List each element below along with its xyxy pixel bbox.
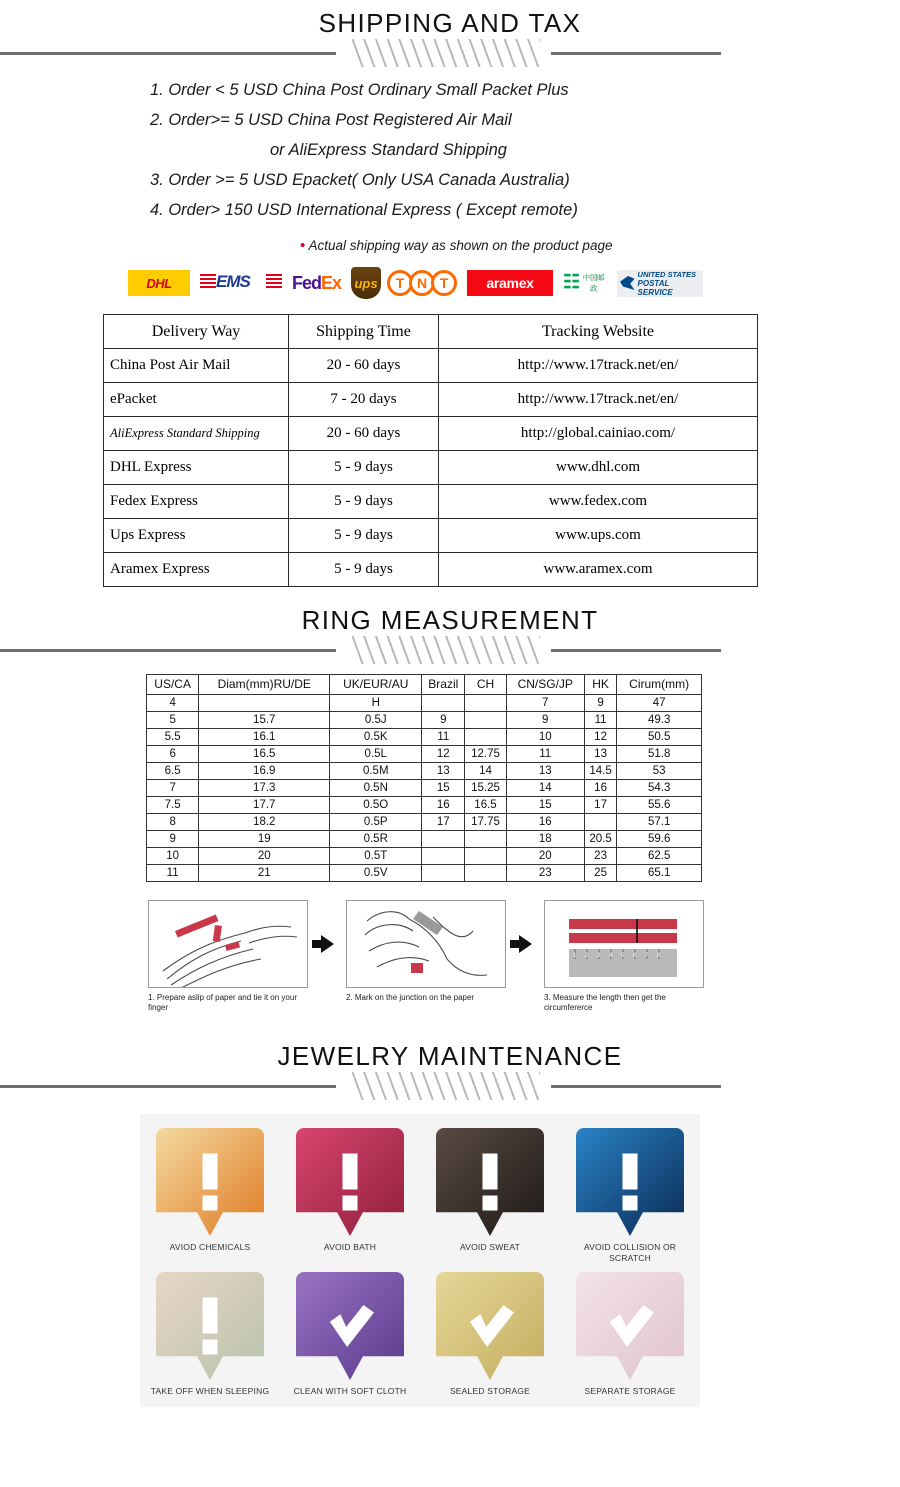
ring-table-cell: 0.5L [330, 746, 422, 763]
ring-table-cell: 0.5N [330, 780, 422, 797]
svg-text:8: 8 [657, 953, 661, 959]
ring-table-cell: 16 [422, 797, 465, 814]
ring-table-cell: 10 [147, 848, 199, 865]
exclamation-icon [483, 1154, 498, 1211]
ems-logo-text: EMS [216, 272, 250, 291]
ring-table-cell: 15.7 [199, 712, 330, 729]
delivery-way-cell: Fedex Express [104, 485, 289, 519]
ring-table-cell: 57.1 [617, 814, 702, 831]
ring-table-cell: 14.5 [584, 763, 616, 780]
tracking-website-cell[interactable]: http://global.cainiao.com/ [439, 417, 758, 451]
ring-table-header-cell: US/CA [147, 675, 199, 695]
divider-rule-left [0, 1085, 336, 1088]
tracking-website-cell[interactable]: http://www.17track.net/en/ [439, 349, 758, 383]
ems-bars-left-icon [200, 274, 216, 290]
ring-table-cell: 16.5 [465, 797, 506, 814]
delivery-way-cell: ePacket [104, 383, 289, 417]
ring-table-cell: 51.8 [617, 746, 702, 763]
maintenance-item [569, 1128, 691, 1264]
china-post-logo [563, 272, 607, 294]
exclamation-icon [623, 1154, 638, 1211]
shipping-option-3: 3. Order >= 5 USD Epacket( Only USA Canada Australia) [150, 171, 570, 189]
table-row [104, 349, 758, 383]
shipping-col-site: Tracking Website [439, 315, 758, 349]
ring-table-cell [465, 831, 506, 848]
ring-table-header-cell: CH [465, 675, 506, 695]
ring-table-cell: 17.3 [199, 780, 330, 797]
ring-table-cell: 16.1 [199, 729, 330, 746]
ring-table-cell: 9 [506, 712, 584, 729]
ring-table-cell: 0.5V [330, 865, 422, 882]
ring-table-cell: H [330, 695, 422, 712]
ring-table-cell: 20 [506, 848, 584, 865]
ring-table-cell: 16 [584, 780, 616, 797]
ring-measure-steps [148, 900, 704, 1013]
ring-table-cell: 11 [147, 865, 199, 882]
ring-table-cell [422, 831, 465, 848]
maintenance-image [576, 1272, 684, 1380]
divider-rule-right [551, 52, 721, 55]
ring-table-cell: 19 [199, 831, 330, 848]
ring-table-header-cell: Cirum(mm) [617, 675, 702, 695]
table-row [147, 763, 702, 780]
ring-table-cell [199, 695, 330, 712]
maintenance-title: JEWELRY MAINTENANCE [277, 1041, 623, 1071]
table-row [104, 417, 758, 451]
ring-table-cell: 9 [147, 831, 199, 848]
ring-table-cell: 12 [422, 746, 465, 763]
tracking-website-cell[interactable]: www.aramex.com [439, 553, 758, 587]
ring-table-cell: 0.5R [330, 831, 422, 848]
table-row [147, 780, 702, 797]
ring-step-3 [544, 900, 704, 1013]
ring-table-header-cell: UK/EUR/AU [330, 675, 422, 695]
maintenance-label: TAKE OFF WHEN SLEEPING [150, 1386, 270, 1396]
shipping-option-4: 4. Order> 150 USD International Express ( Except remote) [150, 201, 578, 219]
step-arrow-1-icon [308, 900, 346, 988]
shipping-time-cell: 5 - 9 days [289, 553, 439, 587]
aramex-logo-text: aramex [486, 275, 534, 291]
shipping-time-cell: 5 - 9 days [289, 519, 439, 553]
ring-table-cell: 16 [506, 814, 584, 831]
ring-table-cell [422, 865, 465, 882]
fedex-logo-fed: Fed [292, 272, 322, 293]
maintenance-divider [0, 1072, 900, 1100]
ring-table-cell: 13 [584, 746, 616, 763]
shipping-table [103, 314, 758, 587]
svg-text:5: 5 [621, 953, 625, 959]
svg-text:1: 1 [573, 953, 577, 959]
ring-table-cell: 8 [147, 814, 199, 831]
ring-step-1 [148, 900, 308, 1013]
ring-table-cell: 50.5 [617, 729, 702, 746]
hand-pen-mark-illustration [347, 901, 506, 988]
svg-text:4: 4 [609, 953, 613, 959]
tracking-website-cell[interactable]: www.fedex.com [439, 485, 758, 519]
ring-table-cell: 15 [506, 797, 584, 814]
ring-size-table [146, 674, 702, 882]
shipping-time-cell: 20 - 60 days [289, 417, 439, 451]
maintenance-image [156, 1128, 264, 1236]
ring-table-cell: 13 [422, 763, 465, 780]
ring-table-cell: 54.3 [617, 780, 702, 797]
svg-text:7: 7 [645, 953, 649, 959]
ring-table-cell: 23 [506, 865, 584, 882]
maintenance-image [296, 1128, 404, 1236]
usps-line1: UNITED STATES [637, 269, 697, 279]
ring-table-cell: 6.5 [147, 763, 199, 780]
shipping-option-2b: or AliExpress Standard Shipping [270, 141, 507, 159]
table-row [147, 865, 702, 882]
shipping-option-1: 1. Order < 5 USD China Post Ordinary Small Packet Plus [150, 81, 569, 99]
delivery-way-cell: Aramex Express [104, 553, 289, 587]
ring-table-cell: 0.5J [330, 712, 422, 729]
ring-table-cell: 10 [506, 729, 584, 746]
ring-table-cell: 5 [147, 712, 199, 729]
table-row [147, 848, 702, 865]
tracking-website-cell[interactable]: www.ups.com [439, 519, 758, 553]
ring-table-cell: 65.1 [617, 865, 702, 882]
ring-divider [0, 636, 900, 664]
step-arrow-2-icon [506, 900, 544, 988]
ring-step-3-caption: 3. Measure the length then get the circumfererce [544, 993, 666, 1012]
ring-table-cell: 7 [506, 695, 584, 712]
ring-table-cell: 16.5 [199, 746, 330, 763]
ring-table-cell: 20.5 [584, 831, 616, 848]
delivery-way-cell: DHL Express [104, 451, 289, 485]
shipping-section [0, 0, 900, 587]
ring-table-cell: 6 [147, 746, 199, 763]
maintenance-image [436, 1128, 544, 1236]
ring-table-cell: 11 [422, 729, 465, 746]
ring-table-body [147, 695, 702, 882]
tnt-logo [391, 270, 457, 296]
ring-table-cell: 4 [147, 695, 199, 712]
ring-table-cell: 14 [465, 763, 506, 780]
ring-step-2-caption: 2. Mark on the junction on the paper [346, 993, 475, 1002]
ring-title: RING MEASUREMENT [301, 605, 599, 635]
ring-table-cell: 17 [584, 797, 616, 814]
ring-table-cell: 49.3 [617, 712, 702, 729]
maintenance-image [436, 1272, 544, 1380]
ring-table-cell [422, 695, 465, 712]
maintenance-item [289, 1272, 411, 1397]
ring-table-header-cell: CN/SG/JP [506, 675, 584, 695]
ring-section [0, 605, 900, 1013]
ring-table-header-cell: HK [584, 675, 616, 695]
table-row [147, 729, 702, 746]
ring-table-cell: 12.75 [465, 746, 506, 763]
delivery-way-cell: China Post Air Mail [104, 349, 289, 383]
maintenance-item [429, 1128, 551, 1264]
shipping-option-2: 2. Order>= 5 USD China Post Registered Air Mail [150, 111, 512, 129]
maintenance-label: AVIOD CHEMICALS [169, 1242, 251, 1252]
ups-logo [351, 267, 381, 299]
aramex-logo [467, 270, 553, 296]
maintenance-label: AVOID BATH [323, 1242, 377, 1252]
ring-table-cell: 17.75 [465, 814, 506, 831]
ring-table-cell: 20 [199, 848, 330, 865]
ring-table-cell: 17.7 [199, 797, 330, 814]
ring-table-cell: 13 [506, 763, 584, 780]
maintenance-image [296, 1272, 404, 1380]
maintenance-label: SEPARATE STORAGE [584, 1386, 676, 1396]
ring-table-header-row [147, 675, 702, 695]
ring-step-2 [346, 900, 506, 1003]
ems-logo [200, 269, 282, 297]
maintenance-item [149, 1128, 271, 1264]
ring-table-cell: 55.6 [617, 797, 702, 814]
ring-table-cell [584, 814, 616, 831]
ring-table-cell: 0.5K [330, 729, 422, 746]
ups-logo-text: ups [354, 275, 378, 291]
divider-hatch-icon [352, 636, 540, 664]
maintenance-item [569, 1272, 691, 1397]
table-row [104, 383, 758, 417]
ring-table-cell: 21 [199, 865, 330, 882]
usps-line2: POSTAL SERVICE [637, 278, 673, 297]
fedex-logo [292, 273, 341, 294]
maintenance-section [0, 1041, 900, 1407]
shipping-note [0, 237, 900, 254]
ring-table-cell: 0.5M [330, 763, 422, 780]
table-row [104, 485, 758, 519]
maintenance-item [429, 1272, 551, 1397]
courier-logos [0, 266, 900, 300]
maintenance-panel [140, 1114, 700, 1407]
tnt-letter-n: N [409, 270, 435, 296]
ring-table-cell: 18.2 [199, 814, 330, 831]
divider-hatch-icon [352, 1072, 540, 1100]
shipping-time-cell: 5 - 9 days [289, 451, 439, 485]
table-row [147, 746, 702, 763]
maintenance-item [289, 1128, 411, 1264]
hand-paper-strip-illustration [149, 901, 308, 988]
ruler-measure-illustration [545, 901, 704, 988]
dhl-logo-text: DHL [146, 275, 172, 291]
table-row [147, 797, 702, 814]
ring-table-cell [465, 865, 506, 882]
ring-table-cell: 16.9 [199, 763, 330, 780]
table-row [147, 831, 702, 848]
shipping-note-text: Actual shipping way as shown on the product page [308, 238, 613, 253]
maintenance-image [576, 1128, 684, 1236]
ring-table-cell: 47 [617, 695, 702, 712]
ring-step-1-image [148, 900, 308, 988]
divider-rule-left [0, 649, 336, 652]
divider-rule-right [551, 1085, 721, 1088]
ring-table-cell: 53 [617, 763, 702, 780]
ring-table-cell [422, 848, 465, 865]
ring-table-cell [465, 695, 506, 712]
table-row [147, 712, 702, 729]
svg-text:6: 6 [633, 953, 637, 959]
shipping-table-header-row [104, 315, 758, 349]
shipping-col-way: Delivery Way [104, 315, 289, 349]
shipping-options-list [0, 75, 900, 225]
ring-table-cell: 9 [584, 695, 616, 712]
ring-table-cell: 23 [584, 848, 616, 865]
table-row [147, 695, 702, 712]
dhl-logo [128, 270, 190, 296]
ring-step-2-image [346, 900, 506, 988]
ring-table-cell: 0.5T [330, 848, 422, 865]
ems-bars-right-icon [266, 274, 282, 290]
ring-table-header-cell: Diam(mm)RU/DE [199, 675, 330, 695]
table-row [104, 451, 758, 485]
ring-table-cell: 11 [584, 712, 616, 729]
ring-table-cell: 5.5 [147, 729, 199, 746]
tnt-letter-t1: T [387, 270, 413, 296]
divider-rule-right [551, 649, 721, 652]
tnt-letter-t2: T [431, 270, 457, 296]
shipping-divider [0, 39, 900, 67]
ring-table-cell: 25 [584, 865, 616, 882]
shipping-time-cell: 7 - 20 days [289, 383, 439, 417]
ring-table-cell: 15.25 [465, 780, 506, 797]
ring-table-cell: 17 [422, 814, 465, 831]
ring-table-cell: 9 [422, 712, 465, 729]
ring-table-cell: 18 [506, 831, 584, 848]
delivery-way-cell: AliExpress Standard Shipping [104, 417, 289, 451]
ring-table-cell [465, 712, 506, 729]
ring-table-cell: 14 [506, 780, 584, 797]
bullet-dot-icon: • [300, 237, 306, 254]
maintenance-label: CLEAN WITH SOFT CLOTH [293, 1386, 407, 1396]
ring-table-cell: 7.5 [147, 797, 199, 814]
maintenance-label: SEALED STORAGE [449, 1386, 531, 1396]
maintenance-row-1 [140, 1128, 700, 1264]
maintenance-image [156, 1272, 264, 1380]
shipping-title: SHIPPING AND TAX [318, 8, 582, 38]
ring-table-header-cell: Brazil [422, 675, 465, 695]
ring-table-cell: 7 [147, 780, 199, 797]
china-post-cn-text: 中国邮政 [582, 273, 605, 293]
divider-rule-left [0, 52, 336, 55]
usps-logo [617, 270, 703, 297]
shipping-time-cell: 5 - 9 days [289, 485, 439, 519]
ring-table-cell: 62.5 [617, 848, 702, 865]
table-row [147, 814, 702, 831]
usps-eagle-icon [620, 276, 634, 290]
ring-table-cell: 0.5O [330, 797, 422, 814]
maintenance-label: AVOID COLLISION OR SCRATCH [583, 1242, 677, 1263]
maintenance-row-2 [140, 1272, 700, 1397]
ring-table-cell: 0.5P [330, 814, 422, 831]
ring-step-1-caption: 1. Prepare aslip of paper and tie it on your finger [148, 993, 297, 1012]
ring-table-cell: 12 [584, 729, 616, 746]
ring-table-cell [465, 848, 506, 865]
exclamation-icon [203, 1154, 218, 1211]
ring-table-cell: 59.6 [617, 831, 702, 848]
delivery-way-cell: Ups Express [104, 519, 289, 553]
exclamation-icon [203, 1298, 218, 1355]
tracking-website-cell[interactable]: www.dhl.com [439, 451, 758, 485]
ring-step-3-image [544, 900, 704, 988]
svg-text:2: 2 [585, 953, 589, 959]
shipping-table-body [104, 349, 758, 587]
ring-table-cell: 15 [422, 780, 465, 797]
table-row [104, 519, 758, 553]
divider-hatch-icon [352, 39, 540, 67]
exclamation-icon [343, 1154, 358, 1211]
ring-table-cell [465, 729, 506, 746]
usps-logo-text [638, 270, 701, 297]
tracking-website-cell[interactable]: http://www.17track.net/en/ [439, 383, 758, 417]
table-row [104, 553, 758, 587]
maintenance-label: AVOID SWEAT [460, 1242, 520, 1252]
shipping-time-cell: 20 - 60 days [289, 349, 439, 383]
china-post-mark-icon: ☷ [563, 272, 581, 293]
fedex-logo-ex: Ex [321, 272, 342, 293]
svg-text:3: 3 [597, 953, 601, 959]
maintenance-item [149, 1272, 271, 1397]
shipping-col-time: Shipping Time [289, 315, 439, 349]
ring-table-cell: 11 [506, 746, 584, 763]
